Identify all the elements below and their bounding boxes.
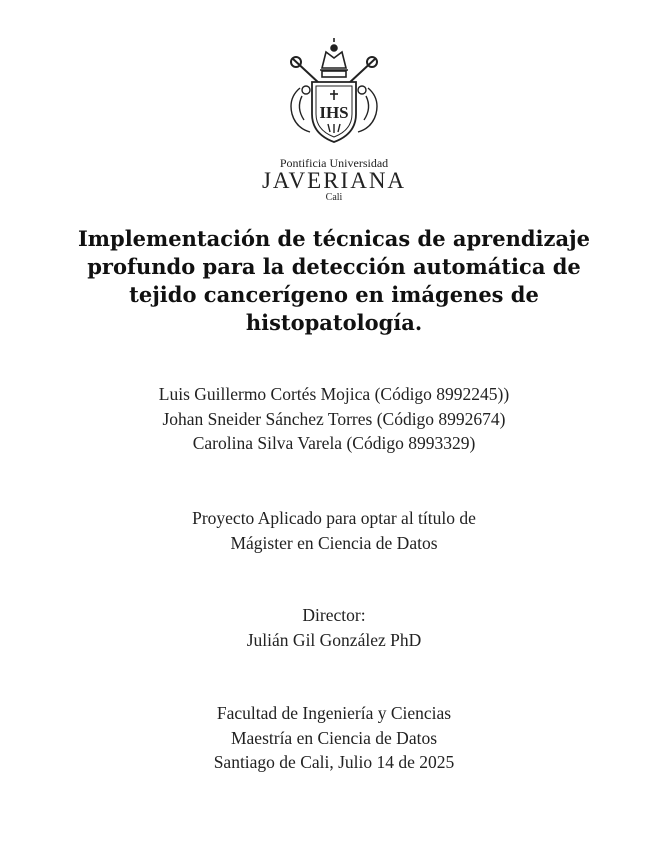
project-line: Mágister en Ciencia de Datos (230, 532, 438, 553)
director-name: Julián Gil González PhD (246, 629, 422, 650)
author-line: Carolina Silva Varela (Código 8993329) (192, 433, 476, 453)
author-line: Johan Sneider Sánchez Torres (Código 8992674) (162, 408, 506, 429)
faculty-line: Santiago de Cali, Julio 14 de 2025 (213, 752, 455, 772)
university-name: JAVERIANA (261, 168, 407, 193)
project-block (40, 506, 628, 555)
faculty-block (40, 701, 628, 775)
thesis-title (60, 225, 608, 337)
university-logo (254, 38, 414, 208)
faculty-line: Maestría en Ciencia de Datos (230, 727, 438, 748)
faculty-line: Facultad de Ingeniería y Ciencias (216, 703, 452, 723)
title-line: histopatología. (245, 310, 423, 335)
title-line: Implementación de técnicas de aprendizaje (77, 226, 591, 251)
title-line: profundo para la detección automática de (87, 254, 581, 279)
university-city: Cali (325, 192, 343, 203)
author-line: Luis Guillermo Cortés Mojica (Código 8992245)) (158, 384, 510, 404)
university-seal-icon (282, 38, 386, 148)
title-line: tejido cancerígeno en imágenes de (129, 282, 539, 307)
project-line: Proyecto Aplicado para optar al título de (192, 508, 476, 528)
director-label: Director: (302, 605, 366, 625)
university-pre-name: Pontificia Universidad (279, 156, 389, 170)
authors-block (40, 382, 628, 456)
director-block (40, 603, 628, 652)
svg-text:IHS: IHS (319, 103, 349, 122)
